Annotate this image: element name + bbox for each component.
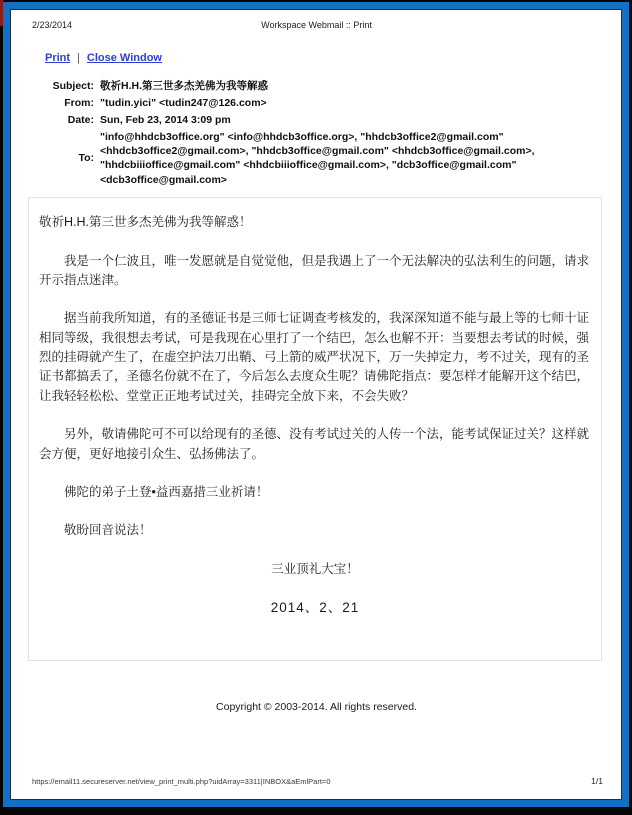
signoff-date: 2014、2、21	[270, 600, 360, 616]
body-paragraph: 我是一个仁波且，唯一发愿就是自觉觉他，但是我遇上了一个无法解决的弘法利生的问题，请求开示指点迷津。	[39, 253, 590, 287]
from-row	[42, 94, 578, 111]
close-window-link[interactable]: Close Window	[86, 52, 162, 64]
body-paragraph: 敬盼回音说法！	[64, 523, 152, 538]
link-separator: |	[77, 52, 80, 64]
date-value: Sun, Feb 23, 2014 3:09 pm	[100, 113, 231, 126]
subject-row	[42, 77, 578, 94]
body-paragraph: 佛陀的弟子土登•益西嘉措三业祈请！	[64, 484, 269, 499]
print-header-row	[32, 18, 601, 32]
copyright-line: Copyright © 2003-2014. All rights reserved.	[216, 701, 417, 713]
to-value: "info@hhdcb3office.org" <info@hhdcb3office.org>, "hhdcb3office2@gmail.com" <hhdcb3office2@gmail.com>, "hhdcb3office@gmail.com" <hhdcb3office@gmail.com>, "hhdcbiiioffice@gmail.com" <hhdcbiiioffice@gmail.com>, "dcb3office@gmail.com" <dcb3office@gmail.com>	[100, 131, 535, 186]
subject-label: Subject:	[52, 79, 94, 92]
from-value: "tudin.yici" <tudin247@126.com>	[100, 96, 267, 109]
to-label: To:	[78, 152, 94, 165]
window-title: Workspace Webmail :: Print	[261, 20, 372, 30]
body-paragraph: 另外，敬请佛陀可不可以给现有的圣德、没有考试过关的人传一个法，能考试保证过关？这样就会方便，更好地接引众生、弘扬佛法了。	[39, 427, 590, 461]
body-paragraph: 敬祈H.H.第三世多杰羌佛为我等解惑！	[39, 215, 252, 230]
footer-url: https://email11.secureserver.net/view_print_multi.php?uidArray=3311|INBOX&aEmlPart=0	[32, 777, 331, 786]
to-row	[42, 129, 578, 189]
date-row	[42, 111, 578, 128]
from-label: From:	[64, 96, 94, 109]
print-actions	[45, 52, 601, 64]
signoff-line: 三业顶礼大宝！	[271, 561, 359, 576]
blue-page-frame	[3, 2, 629, 807]
date-label: Date:	[67, 113, 94, 126]
mail-headers	[42, 77, 578, 188]
print-link[interactable]: Print	[45, 52, 71, 64]
frame-corner-artifact	[0, 0, 3, 26]
body-paragraph: 据当前我所知道，有的圣德证书是三师七证调查考核发的，我深深知道不能与最上等的七师十证相同等级，我很想去考试，可是我现在心里打了一个结巴，怎么也解不开：当要想去考试的时候，强烈的挂碍就产生了，在虚空护法刀出鞘、弓上箭的威严状况下，万一失掉定力，考不过关，现有的圣证书都搞丢了，圣德名份就不在了，今后怎么去度众生呢？请佛陀指点：要怎样才能解开这个结巴，让我轻轻松松、堂堂正正地考试过关，挂碍完全放下来，不会失败？	[39, 311, 590, 403]
print-page	[10, 9, 622, 800]
subject-value: 敬祈H.H.第三世多杰羌佛为我等解惑	[100, 79, 268, 92]
page-number: 1/1	[591, 776, 603, 786]
print-footer	[32, 776, 603, 786]
message-body	[28, 197, 602, 661]
print-date: 2/23/2014	[32, 20, 73, 30]
